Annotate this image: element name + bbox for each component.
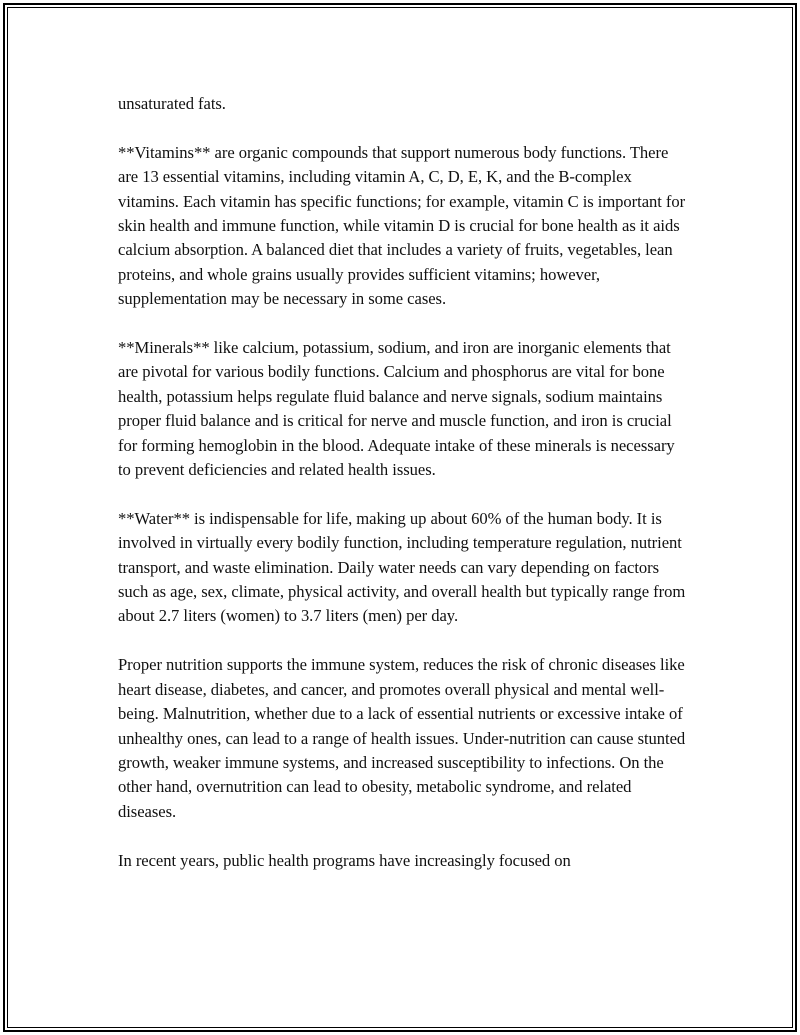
paragraph-minerals: **Minerals** like calcium, potassium, sodium, and iron are inorganic elements that are pivotal for various bodily functions. Calcium and phosphorus are vital for bone health, potassium helps regulate fluid balance and nerve signals, sodium maintains proper fluid balance and is critical for nerve and muscle function, and iron is crucial for forming hemoglobin in the blood. Adequate intake of these minerals is necessary to prevent deficiencies and related health issues. (118, 338, 675, 480)
paragraph-vitamins: **Vitamins** are organic compounds that support numerous body functions. There are 13 essential vitamins, including vitamin A, C, D, E, K, and the B-complex vitamins. Each vitamin has specific functions; for example, vitamin C is important for skin health and immune function, while vitamin D is crucial for bone health as it aids calcium absorption. A balanced diet that includes a variety of fruits, vegetables, lean proteins, and whole grains usually provides sufficient vitamins; however, supplementation may be necessary in some cases. (118, 142, 686, 309)
paragraph-fats-continuation: unsaturated fats. (118, 94, 226, 113)
document-body (118, 92, 688, 897)
paragraph-public-health: In recent years, public health programs have increasingly focused on (118, 850, 571, 870)
paragraph-proper-nutrition: Proper nutrition supports the immune system, reduces the risk of chronic diseases like heart disease, diabetes, and cancer, and promotes overall physical and mental well-being. Malnutrition, whether due to a lack of essential nutrients or excessive intake of unhealthy ones, can lead to a range of health issues. Under-nutrition can cause stunted growth, weaker immune systems, and increased susceptibility to infections. On the other hand, overnutrition can lead to obesity, metabolic syndrome, and related diseases. (118, 655, 686, 821)
paragraph-water: **Water** is indispensable for life, making up about 60% of the human body. It is involved in virtually every bodily function, including temperature regulation, nutrient transport, and waste elimination. Daily water needs can vary depending on factors such as age, sex, climate, physical activity, and overall health but typically range from about 2.7 liters (women) to 3.7 liters (men) per day. (118, 508, 686, 626)
